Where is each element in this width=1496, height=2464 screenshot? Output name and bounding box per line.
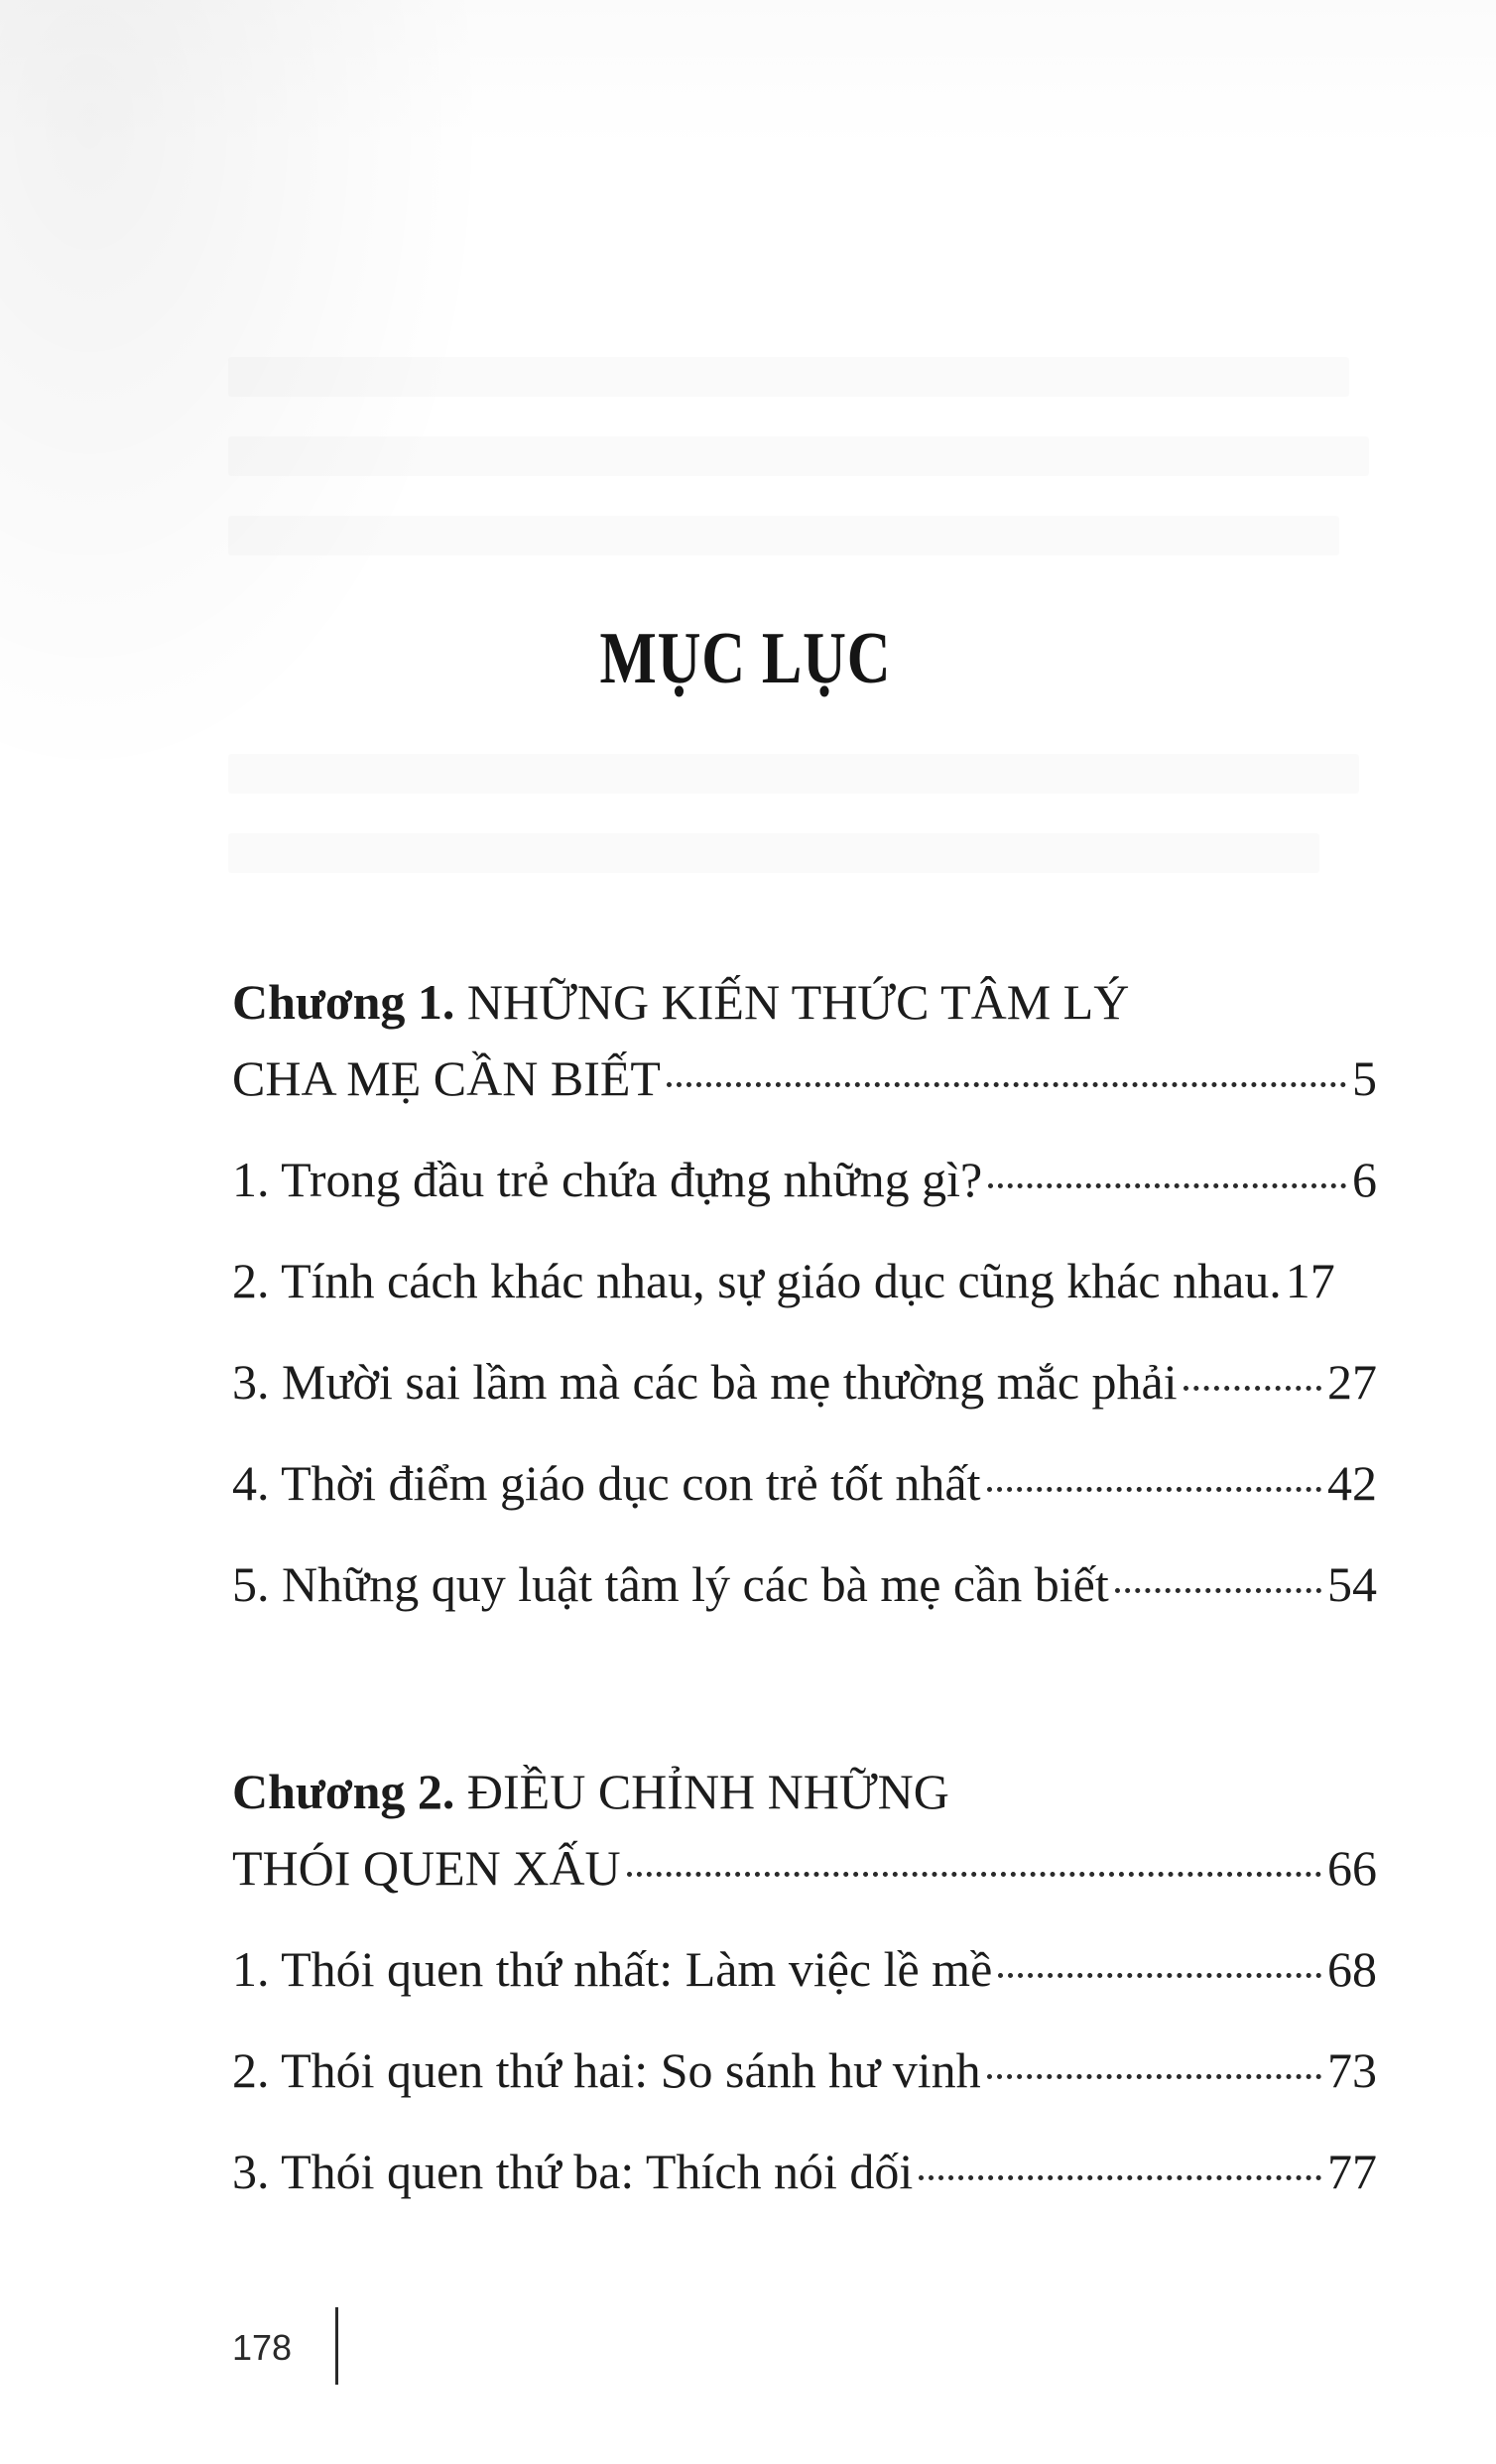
folio-rule xyxy=(335,2307,338,2385)
toc-entry-2-2[interactable] xyxy=(232,2039,1377,2101)
toc-entry-page: 68 xyxy=(1327,1941,1377,1997)
toc-entry-label: 1. Thói quen thứ nhất: Làm việc lề mề xyxy=(232,1941,993,1997)
show-through-text xyxy=(228,357,1349,397)
toc-entry-label: 5. Những quy luật tâm lý các bà mẹ cần biết xyxy=(232,1556,1109,1612)
dot-leader xyxy=(998,1973,1321,1978)
chapter-1-heading xyxy=(232,972,1129,1032)
toc-entry-page: 77 xyxy=(1327,2144,1377,2199)
show-through-text xyxy=(228,436,1369,476)
dot-leader xyxy=(919,2175,1321,2180)
dot-leader xyxy=(667,1082,1346,1087)
toc-entry-1-5[interactable] xyxy=(232,1553,1377,1615)
dot-leader xyxy=(988,1183,1346,1188)
chapter-2-page: 66 xyxy=(1327,1840,1377,1896)
chapter-1-title-line2: CHA MẸ CẦN BIẾT xyxy=(232,1050,661,1106)
chapter-2-entry[interactable] xyxy=(232,1837,1377,1899)
chapter-2-number: Chương 2. xyxy=(232,1764,455,1819)
toc-entry-page: 17 xyxy=(1285,1253,1335,1308)
toc-entry-1-2[interactable] xyxy=(232,1250,1377,1311)
page-number: 178 xyxy=(232,2327,293,2368)
chapter-1-entry[interactable] xyxy=(232,1047,1377,1109)
toc-entry-page: 54 xyxy=(1327,1556,1377,1612)
toc-entry-page: 27 xyxy=(1327,1354,1377,1410)
chapter-1-number: Chương 1. xyxy=(232,974,455,1030)
toc-entry-label: 2. Thói quen thứ hai: So sánh hư vinh xyxy=(232,2042,981,2098)
toc-entry-label: 3. Thói quen thứ ba: Thích nói dối xyxy=(232,2144,914,2199)
chapter-2-title: ĐIỀU CHỈNH NHỮNG xyxy=(454,1764,949,1819)
dot-leader xyxy=(1184,1386,1321,1391)
dot-leader xyxy=(627,1872,1321,1877)
chapter-2-heading xyxy=(232,1762,949,1821)
chapter-2-title-line2: THÓI QUEN XẤU xyxy=(232,1840,621,1896)
toc-entry-label: 3. Mười sai lầm mà các bà mẹ thường mắc phải xyxy=(232,1354,1178,1410)
dot-leader xyxy=(987,1487,1321,1492)
toc-entry-1-3[interactable] xyxy=(232,1351,1377,1413)
toc-entry-1-4[interactable] xyxy=(232,1452,1377,1514)
toc-entry-label: 1. Trong đầu trẻ chứa đựng những gì? xyxy=(232,1152,983,1207)
toc-entry-1-1[interactable] xyxy=(232,1149,1377,1210)
chapter-1-page: 5 xyxy=(1352,1050,1377,1106)
chapter-1-title: NHỮNG KIẾN THỨC TÂM LÝ xyxy=(454,974,1130,1030)
toc-entry-page: 73 xyxy=(1327,2042,1377,2098)
toc-entry-label: 4. Thời điểm giáo dục con trẻ tốt nhất xyxy=(232,1455,981,1511)
show-through-text xyxy=(228,754,1359,794)
toc-entry-page: 6 xyxy=(1352,1152,1377,1207)
show-through-text xyxy=(228,516,1339,555)
toc-entry-2-3[interactable] xyxy=(232,2141,1377,2202)
show-through-text xyxy=(228,833,1319,873)
toc-entry-page: 42 xyxy=(1327,1455,1377,1511)
toc-entry-2-1[interactable] xyxy=(232,1938,1377,2000)
dot-leader xyxy=(987,2074,1321,2079)
dot-leader xyxy=(1115,1588,1321,1593)
toc-title: MỤC LỤC xyxy=(599,618,892,699)
toc-entry-label: 2. Tính cách khác nhau, sự giáo dục cũng khác nhau. xyxy=(232,1253,1282,1308)
